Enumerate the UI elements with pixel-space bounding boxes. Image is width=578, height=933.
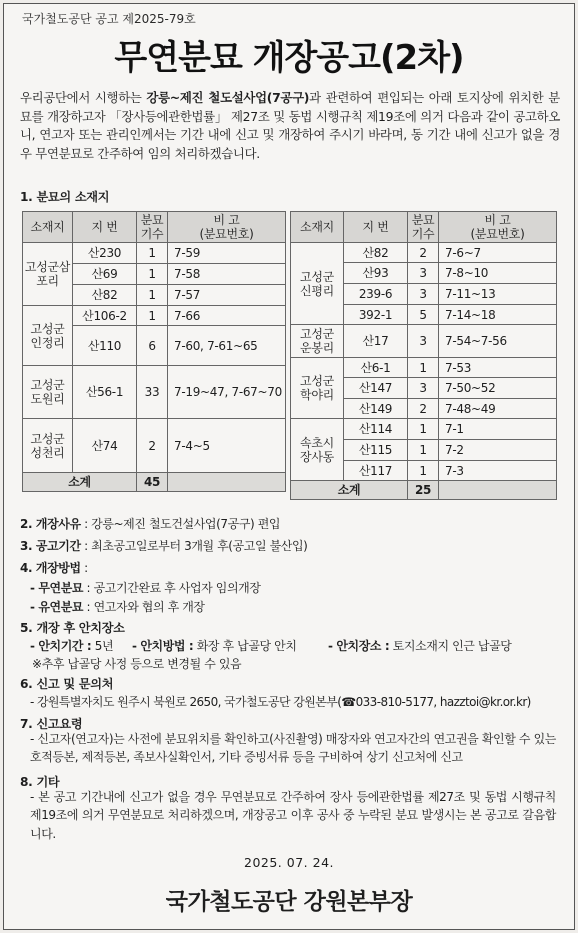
section4-item-2-text: : 연고자와 협의 후 개장 [83,600,205,614]
grave-count-cell: 1 [137,243,168,264]
column-header: 소재지 [23,212,73,243]
table-row [23,419,286,473]
grave-count-cell: 3 [408,378,439,399]
lot-number-cell: 산149 [344,399,408,419]
subtotal-label: 소계 [23,473,137,492]
grave-id-cell: 7-1 [439,419,557,440]
notice-date: 2025. 07. 24. [244,855,334,870]
grave-id-cell: 7-59 [168,243,286,264]
location-cell: 고성군삼 포리 [23,243,73,306]
section5-method [132,637,297,654]
column-header: 비 고 (분묘번호) [439,212,557,243]
grave-count-cell: 2 [408,399,439,419]
intro-lead: 우리공단에서 시행하는 [20,90,147,105]
grave-count-cell: 1 [137,285,168,306]
lot-number-cell: 산17 [344,325,408,358]
section5-period-value: 5년 [91,639,114,653]
column-header: 비 고 (분묘번호) [168,212,286,243]
grave-id-cell: 7-66 [168,306,286,326]
table-row [291,243,557,263]
location-cell: 고성군 도원리 [23,366,73,419]
section5-period-label: - 안치기간 : [30,639,92,653]
column-header: 지 번 [344,212,408,243]
location-cell: 고성군 운봉리 [291,325,344,358]
lot-number-cell: 산147 [344,378,408,399]
section4-item-1-label: - 무연분묘 [30,581,84,595]
section3-text: : 최초공고일로부터 3개월 후(공고일 불산입) [80,539,308,553]
page-title: 무연분묘 개장공고(2차) [114,38,464,78]
grave-id-cell: 7-60, 7-61~65 [168,326,286,366]
table-row [23,306,286,326]
grave-count-cell: 33 [137,366,168,419]
section5-place [328,637,511,654]
grave-id-cell: 7-58 [168,264,286,285]
grave-id-cell: 7-53 [439,358,557,378]
grave-id-cell: 7-50~52 [439,378,557,399]
grave-table-right [290,211,557,500]
lot-number-cell: 392-1 [344,305,408,325]
column-header: 소재지 [291,212,344,243]
section8-heading: 8. 기타 [20,775,60,789]
intro-paragraph [20,89,560,163]
grave-count-cell: 5 [408,305,439,325]
column-header: 지 번 [73,212,137,243]
section7-heading: 7. 신고요령 [20,717,83,731]
subtotal-note [168,473,286,492]
subtotal-row [23,473,286,492]
grave-count-cell: 3 [408,263,439,284]
issuer-signature: 국가철도공단 강원본부장 [165,889,413,915]
section5-place-label: - 안치장소 : [328,639,390,653]
location-cell: 고성군 신평리 [291,243,344,325]
location-cell: 고성군 인정리 [23,306,73,366]
section7-text: - 신고자(연고자)는 사전에 분묘위치를 확인하고(사진촬영) 매장자와 연고자간의 연고권을 확인할 수 있는 호적등본, 제적등본, 족보사실확인서, 기타 증빙서류 등을 구비하여 상기 신고처에 신고 [30,732,556,765]
lot-number-cell: 산230 [73,243,137,264]
section4-item-1-text: : 공고기간완료 후 사업자 임의개장 [83,581,261,595]
section4-label: 4. 개장방법 [20,561,81,575]
section6-contact: - 강원특별자치도 원주시 북원로 2650, 국가철도공단 강원본부(☎033-810-5177, hazztoi@kr.or.kr) [30,695,531,709]
section5-method-value: 화장 후 납골당 안치 [193,639,297,653]
section4-item-2 [30,598,205,615]
grave-id-cell: 7-54~7-56 [439,325,557,358]
table-row [291,419,557,440]
intro-project: 강릉~제진 철도설사업(7공구) [146,90,310,105]
grave-count-cell: 1 [408,419,439,440]
lot-number-cell: 산106-2 [73,306,137,326]
section5-period [30,637,113,654]
subtotal-label: 소계 [291,481,408,500]
table-row [23,243,286,264]
table-row [291,325,557,358]
lot-number-cell: 239-6 [344,284,408,305]
grave-count-cell: 2 [408,243,439,263]
lot-number-cell: 산74 [73,419,137,473]
lot-number-cell: 산69 [73,264,137,285]
grave-count-cell: 1 [408,358,439,378]
lot-number-cell: 산93 [344,263,408,284]
section2-line [20,515,280,532]
section5-place-value: 토지소재지 인근 납골당 [389,639,512,653]
lot-number-cell: 산110 [73,326,137,366]
grave-count-cell: 1 [408,440,439,461]
notice-number: 국가철도공단 공고 제2025-79호 [22,12,196,26]
grave-count-cell: 3 [408,325,439,358]
intro-body: 과 관련하여 편입되는 아래 토지상에 위치한 분묘를 개장하고자 「장사등에관한법률」 제27조 및 동법 시행규칙 제19조에 의거 다음과 같이 공고하오니, 연고자 또는 관리인께서는 기간 내에 신고 및 개장하여 주시기 바라며, 동 기간 내에 신고가 없을 경우 무연분묘로 간주하여 임의 처리하겠습니다. [20,90,560,161]
location-cell: 속초시 장사동 [291,419,344,481]
grave-id-cell: 7-6~7 [439,243,557,263]
grave-id-cell: 7-3 [439,461,557,481]
grave-id-cell: 7-4~5 [168,419,286,473]
section4-item-2-label: - 유연분묘 [30,600,84,614]
section4-suffix: : [80,561,88,575]
subtotal-row [291,481,557,500]
section4-item-1 [30,579,261,596]
lot-number-cell: 산56-1 [73,366,137,419]
section3-label: 3. 공고기간 [20,539,81,553]
lot-number-cell: 산82 [73,285,137,306]
grave-count-cell: 1 [137,264,168,285]
subtotal-count: 45 [137,473,168,492]
grave-count-cell: 1 [137,306,168,326]
section6-heading: 6. 신고 및 문의처 [20,677,114,691]
grave-count-cell: 1 [408,461,439,481]
column-header: 분묘 기수 [408,212,439,243]
grave-id-cell: 7-14~18 [439,305,557,325]
lot-number-cell: 산6-1 [344,358,408,378]
location-cell: 고성군 성천리 [23,419,73,473]
table-row [291,358,557,378]
grave-id-cell: 7-2 [439,440,557,461]
table-row [23,366,286,419]
grave-count-cell: 3 [408,284,439,305]
lot-number-cell: 산82 [344,243,408,263]
section3-line [20,537,307,554]
grave-table-left [22,211,286,492]
grave-id-cell: 7-48~49 [439,399,557,419]
section1-heading: 1. 분묘의 소재지 [20,190,110,204]
lot-number-cell: 산115 [344,440,408,461]
lot-number-cell: 산114 [344,419,408,440]
section4-line [20,559,88,576]
grave-id-cell: 7-8~10 [439,263,557,284]
grave-id-cell: 7-19~47, 7-67~70 [168,366,286,419]
grave-count-cell: 6 [137,326,168,366]
subtotal-count: 25 [408,481,439,500]
section2-text: : 강릉~제진 철도건설사업(7공구) 편입 [80,517,281,531]
section5-note: ※추후 납골당 사정 등으로 변경될 수 있음 [32,657,242,671]
lot-number-cell: 산117 [344,461,408,481]
section2-label: 2. 개장사유 [20,517,81,531]
section5-heading: 5. 개장 후 안치장소 [20,621,125,635]
subtotal-note [439,481,557,500]
location-cell: 고성군 학야리 [291,358,344,419]
grave-id-cell: 7-57 [168,285,286,306]
column-header: 분묘 기수 [137,212,168,243]
section8-text: - 본 공고 기간내에 신고가 없을 경우 무연분묘로 간주하여 장사 등에관한법률 제27조 및 동법 시행규칙 제19조에 의거 무연분묘로 처리하겠으며, 개장공고 이후 공사 중 누락된 분묘 발생시는 본 공고로 갈음합니다. [30,790,556,841]
grave-count-cell: 2 [137,419,168,473]
section5-method-label: - 안치방법 : [132,639,194,653]
grave-id-cell: 7-11~13 [439,284,557,305]
